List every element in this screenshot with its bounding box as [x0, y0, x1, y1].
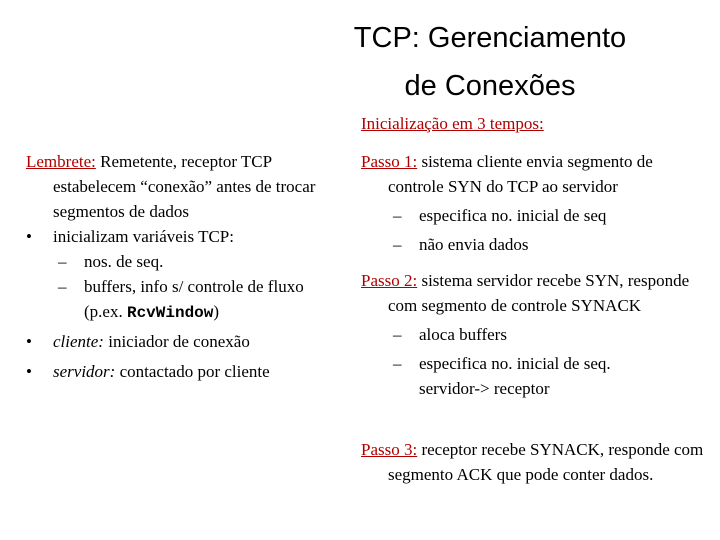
bullet-marker: •	[26, 227, 32, 246]
reminder-label: Lembrete:	[26, 152, 96, 171]
dash-marker: –	[58, 277, 67, 296]
left-column	[26, 149, 344, 384]
dash-marker: –	[393, 354, 402, 373]
server-desc: contactado por cliente	[115, 362, 270, 381]
subheading: Inicialização em 3 tempos:	[361, 114, 544, 133]
bullet-marker: •	[26, 362, 32, 381]
sub-item-text: aloca buffers	[419, 325, 507, 344]
step-1-text: sistema cliente envia segmento de controle SYN do TCP ao servidor	[388, 152, 653, 196]
sub-item-text: especifica no. inicial de seq. servidor-> receptor	[419, 354, 611, 398]
bullet-item-init	[26, 224, 344, 249]
step-1-sub-nodata	[361, 232, 711, 257]
bullet-item-client	[26, 329, 344, 354]
step-3	[361, 437, 711, 487]
dash-marker: –	[393, 325, 402, 344]
dash-marker: –	[393, 235, 402, 254]
sub-item-text: especifica no. inicial de seq	[419, 206, 607, 225]
dash-marker: –	[58, 252, 67, 271]
title-line-2: de Conexões	[404, 70, 576, 102]
bullet-text: inicializam variáveis TCP:	[53, 227, 234, 246]
sub-item-text: nos. de seq.	[84, 252, 164, 271]
client-desc: iniciador de conexão	[103, 332, 250, 351]
sub-item-seq	[26, 249, 344, 274]
step-1-label: Passo 1:	[361, 152, 418, 171]
example-prefix: (p.ex.	[84, 302, 127, 321]
title-line-1: TCP: Gerenciamento	[353, 22, 627, 54]
client-term: cliente:	[53, 332, 104, 351]
reminder-text: Remetente, receptor TCP estabelecem “conexão” antes de trocar segmentos de dados	[53, 152, 316, 221]
sub-item-text: não envia dados	[419, 235, 529, 254]
bullet-item-server	[26, 359, 344, 384]
step-1-sub-seq	[361, 203, 711, 228]
step-3-label: Passo 3:	[361, 440, 418, 459]
dash-marker: –	[393, 206, 402, 225]
bullet-text	[53, 359, 270, 384]
step-2-sub-buffers	[361, 322, 711, 347]
step-2-sub-seq	[361, 351, 663, 401]
sub-item-continuation	[26, 299, 344, 326]
code-rcvwindow: RcvWindow	[126, 304, 214, 322]
sub-item-text: buffers, info s/ controle de fluxo	[84, 277, 304, 296]
step-2	[361, 268, 711, 401]
step-2-label: Passo 2:	[361, 271, 418, 290]
example-suffix: )	[213, 302, 220, 321]
sub-item-buffers	[26, 274, 344, 299]
step-2-paragraph	[361, 268, 711, 318]
slide-title	[330, 14, 650, 110]
reminder-paragraph	[26, 149, 344, 224]
step-1	[361, 149, 711, 257]
step-3-text: receptor recebe SYNACK, responde com segmento ACK que pode conter dados.	[388, 440, 704, 484]
step-2-text: sistema servidor recebe SYN, responde com segmento de controle SYNACK	[388, 271, 690, 315]
bullet-marker: •	[26, 332, 32, 351]
bullet-text	[53, 329, 250, 354]
step-1-paragraph	[361, 149, 711, 199]
server-term: servidor:	[53, 362, 116, 381]
step-3-paragraph	[361, 437, 711, 487]
